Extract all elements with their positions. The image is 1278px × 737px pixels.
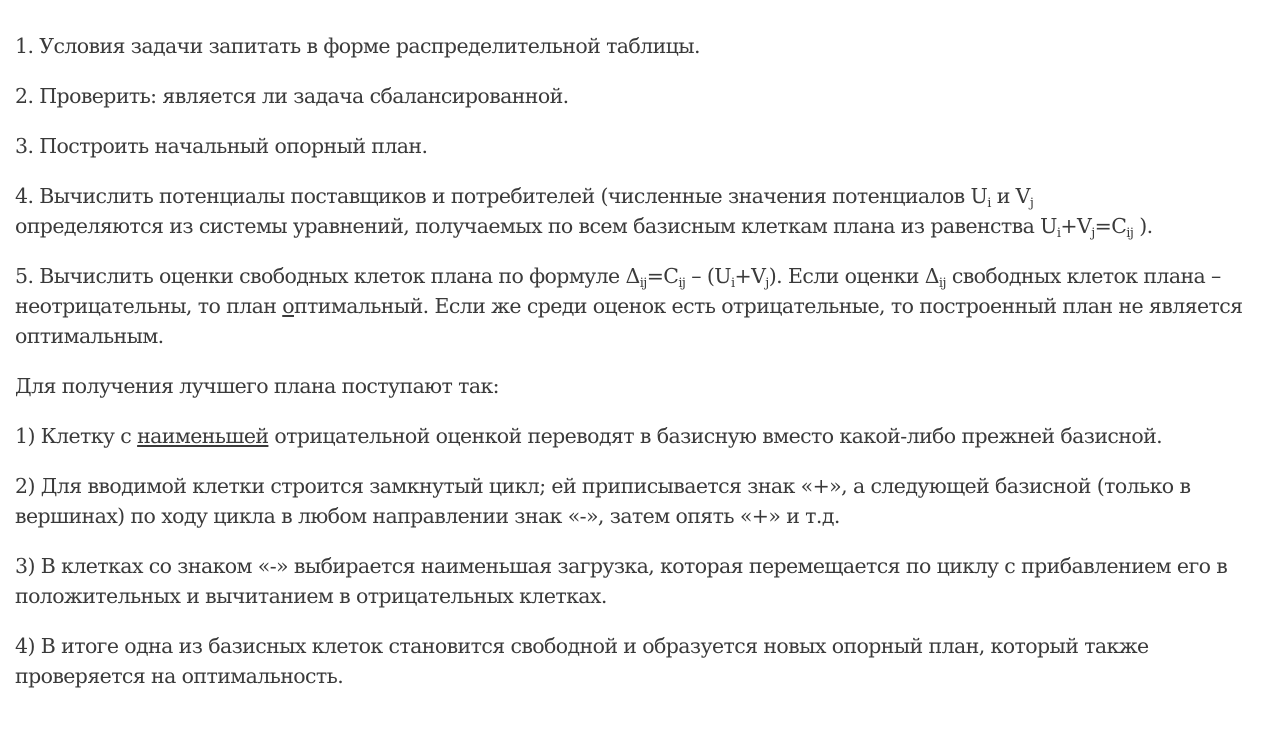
rule-4-paragraph: 4) В итоге одна из базисных клеток становится свободной и образуется новых опорный план, который также проверяется на оптимальность. <box>15 634 1149 688</box>
step-5-text-g: птимальный. Если же среди оценок есть отрицательные, то построенный план не является оптимальным. <box>15 294 1243 348</box>
subscript-j: j <box>1029 196 1034 211</box>
subscript-ij: ij <box>1126 226 1134 241</box>
rule-2-paragraph: 2) Для вводимой клетки строится замкнутый цикл; ей приписывается знак «+», а следующей базисной (только в вершинах) по ходу цикла в любом направлении знак «-», затем опять «+» и т.д. <box>15 474 1191 528</box>
step-5-text-e: ). Если оценки Δ <box>768 264 939 288</box>
article-body <box>15 31 1255 711</box>
subscript-i: i <box>987 196 991 211</box>
rule-1-paragraph <box>15 421 1255 451</box>
subscript-ij: ij <box>938 276 946 291</box>
step-5-paragraph <box>15 261 1255 351</box>
step-5-text-d: +V <box>734 264 766 288</box>
rule-3-paragraph: 3) В клетках со знаком «-» выбирается наименьшая загрузка, которая перемещается по циклу с прибавлением его в положительных и вычитанием в отрицательных клетках. <box>15 554 1228 608</box>
subscript-ij: ij <box>639 276 647 291</box>
step-4-text-a: 4. Вычислить потенциалы поставщиков и потребителей (численные значения потенциалов U <box>15 184 988 208</box>
subscript-j: j <box>765 276 769 291</box>
step-4-text-c: определяются из системы уравнений, получаемых по всем базисным клеткам плана из равенства U <box>15 214 1057 238</box>
rule-1-text-b: отрицательной оценкой переводят в базисную вместо какой-либо прежней базисной. <box>268 424 1163 448</box>
step-5-text-a: 5. Вычислить оценки свободных клеток плана по формуле Δ <box>15 264 640 288</box>
step-2-paragraph: 2. Проверить: является ли задача сбалансированной. <box>15 84 569 108</box>
step-4-paragraph <box>15 181 1255 241</box>
rule-1-text-a: 1) Клетку с <box>15 424 138 448</box>
step-4-text-b: и V <box>990 184 1030 208</box>
subscript-i: i <box>1056 226 1061 241</box>
step-5-text-f: свободных клеток плана – неотрицательны, то план <box>15 264 1221 318</box>
underlined-letter: о <box>282 294 294 318</box>
step-4-text-e: =C <box>1094 214 1127 238</box>
step-1-paragraph: 1. Условия задачи запитать в форме распределительной таблицы. <box>15 34 700 58</box>
underlined-word: наименьшей <box>137 424 269 448</box>
step-4-text-f: ). <box>1133 214 1153 238</box>
step-5-text-c: – (U <box>685 264 731 288</box>
step-4-text-d: +V <box>1060 214 1092 238</box>
subscript-ij: ij <box>678 276 686 291</box>
step-5-text-b: =C <box>646 264 679 288</box>
subscript-j: j <box>1091 226 1095 241</box>
step-3-paragraph: 3. Построить начальный опорный план. <box>15 134 428 158</box>
subscript-i: i <box>730 276 735 291</box>
improvement-intro-paragraph: Для получения лучшего плана поступают так: <box>15 374 499 398</box>
